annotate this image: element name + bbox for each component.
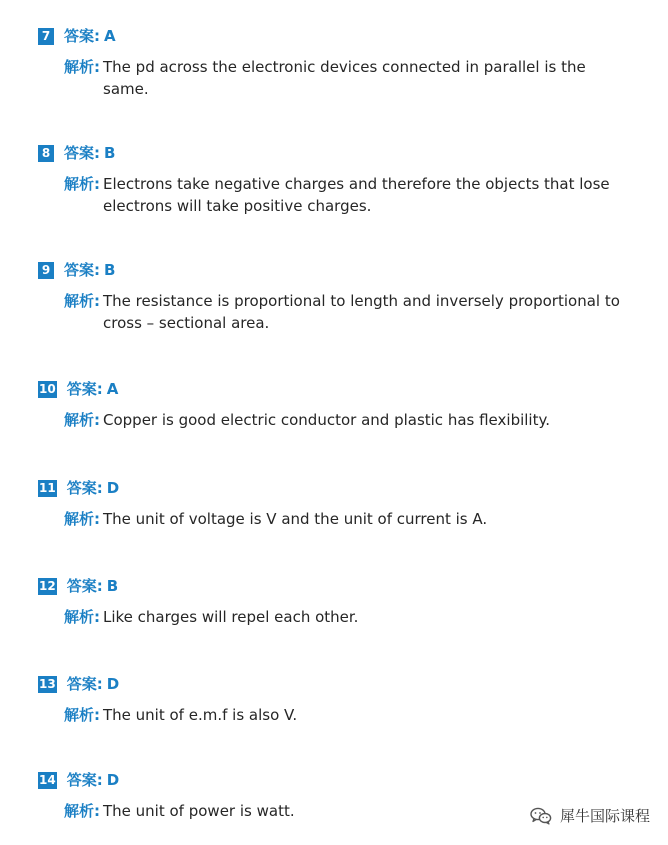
wechat-icon <box>530 807 552 825</box>
question-number-badge: 7 <box>38 28 54 45</box>
explanation-text: The unit of voltage is V and the unit of current is A. <box>103 510 488 528</box>
answer-label: 答案: <box>66 675 103 693</box>
answer-value: D <box>106 675 120 693</box>
explanation-label: 解析: <box>64 175 100 193</box>
explanation-label: 解析: <box>64 510 100 528</box>
answer-value: B <box>104 144 116 162</box>
answer-value: A <box>106 380 119 398</box>
answer-row <box>38 26 116 46</box>
answer-row <box>38 478 119 498</box>
answer-value: A <box>104 27 116 45</box>
explanation-row <box>64 56 629 100</box>
explanation-row <box>64 409 629 431</box>
answer-label: 答案: <box>66 380 103 398</box>
question-number-badge: 9 <box>38 262 54 279</box>
answer-row <box>38 576 118 596</box>
answer-row <box>38 770 119 790</box>
watermark-text: 犀牛国际课程 <box>559 807 650 825</box>
answer-value: B <box>106 577 119 595</box>
answer-row <box>38 674 119 694</box>
answer-row <box>38 143 115 163</box>
explanation-text: Electrons take negative charges and therefore the objects that lose electrons will take positive charges. <box>103 175 610 215</box>
explanation-text: The resistance is proportional to length and inversely proportional to cross – sectional area. <box>103 292 620 332</box>
explanation-text: The pd across the electronic devices connected in parallel is the same. <box>103 58 586 98</box>
answer-value: B <box>104 261 116 279</box>
question-number-badge: 10 <box>39 381 56 396</box>
answer-label: 答案: <box>66 479 103 497</box>
explanation-label: 解析: <box>64 411 100 429</box>
answer-label: 答案: <box>64 144 100 162</box>
answer-label: 答案: <box>64 261 100 279</box>
question-number-badge: 12 <box>39 578 56 593</box>
explanation-label: 解析: <box>64 608 100 626</box>
explanation-text: Like charges will repel each other. <box>103 608 359 626</box>
answer-value: D <box>106 479 120 497</box>
explanation-row <box>64 606 629 628</box>
explanation-row <box>64 508 629 530</box>
answer-label: 答案: <box>64 27 100 45</box>
answer-row <box>38 260 115 280</box>
explanation-row <box>64 290 629 334</box>
question-number-badge: 8 <box>38 145 54 162</box>
question-number-badge: 11 <box>39 480 56 495</box>
question-number-badge: 14 <box>39 772 56 787</box>
explanation-text: Copper is good electric conductor and plastic has flexibility. <box>103 411 550 429</box>
watermark <box>530 805 650 826</box>
explanation-label: 解析: <box>64 706 100 724</box>
explanation-text: The unit of e.m.f is also V. <box>103 706 298 724</box>
explanation-label: 解析: <box>64 802 100 820</box>
explanation-label: 解析: <box>64 58 100 76</box>
answer-label: 答案: <box>66 771 103 789</box>
answer-row <box>38 379 118 399</box>
answer-label: 答案: <box>66 577 103 595</box>
answer-value: D <box>106 771 120 789</box>
explanation-text: The unit of power is watt. <box>103 802 295 820</box>
explanation-row <box>64 704 629 726</box>
explanation-label: 解析: <box>64 292 100 310</box>
explanation-row <box>64 173 629 217</box>
question-number-badge: 13 <box>39 676 56 691</box>
